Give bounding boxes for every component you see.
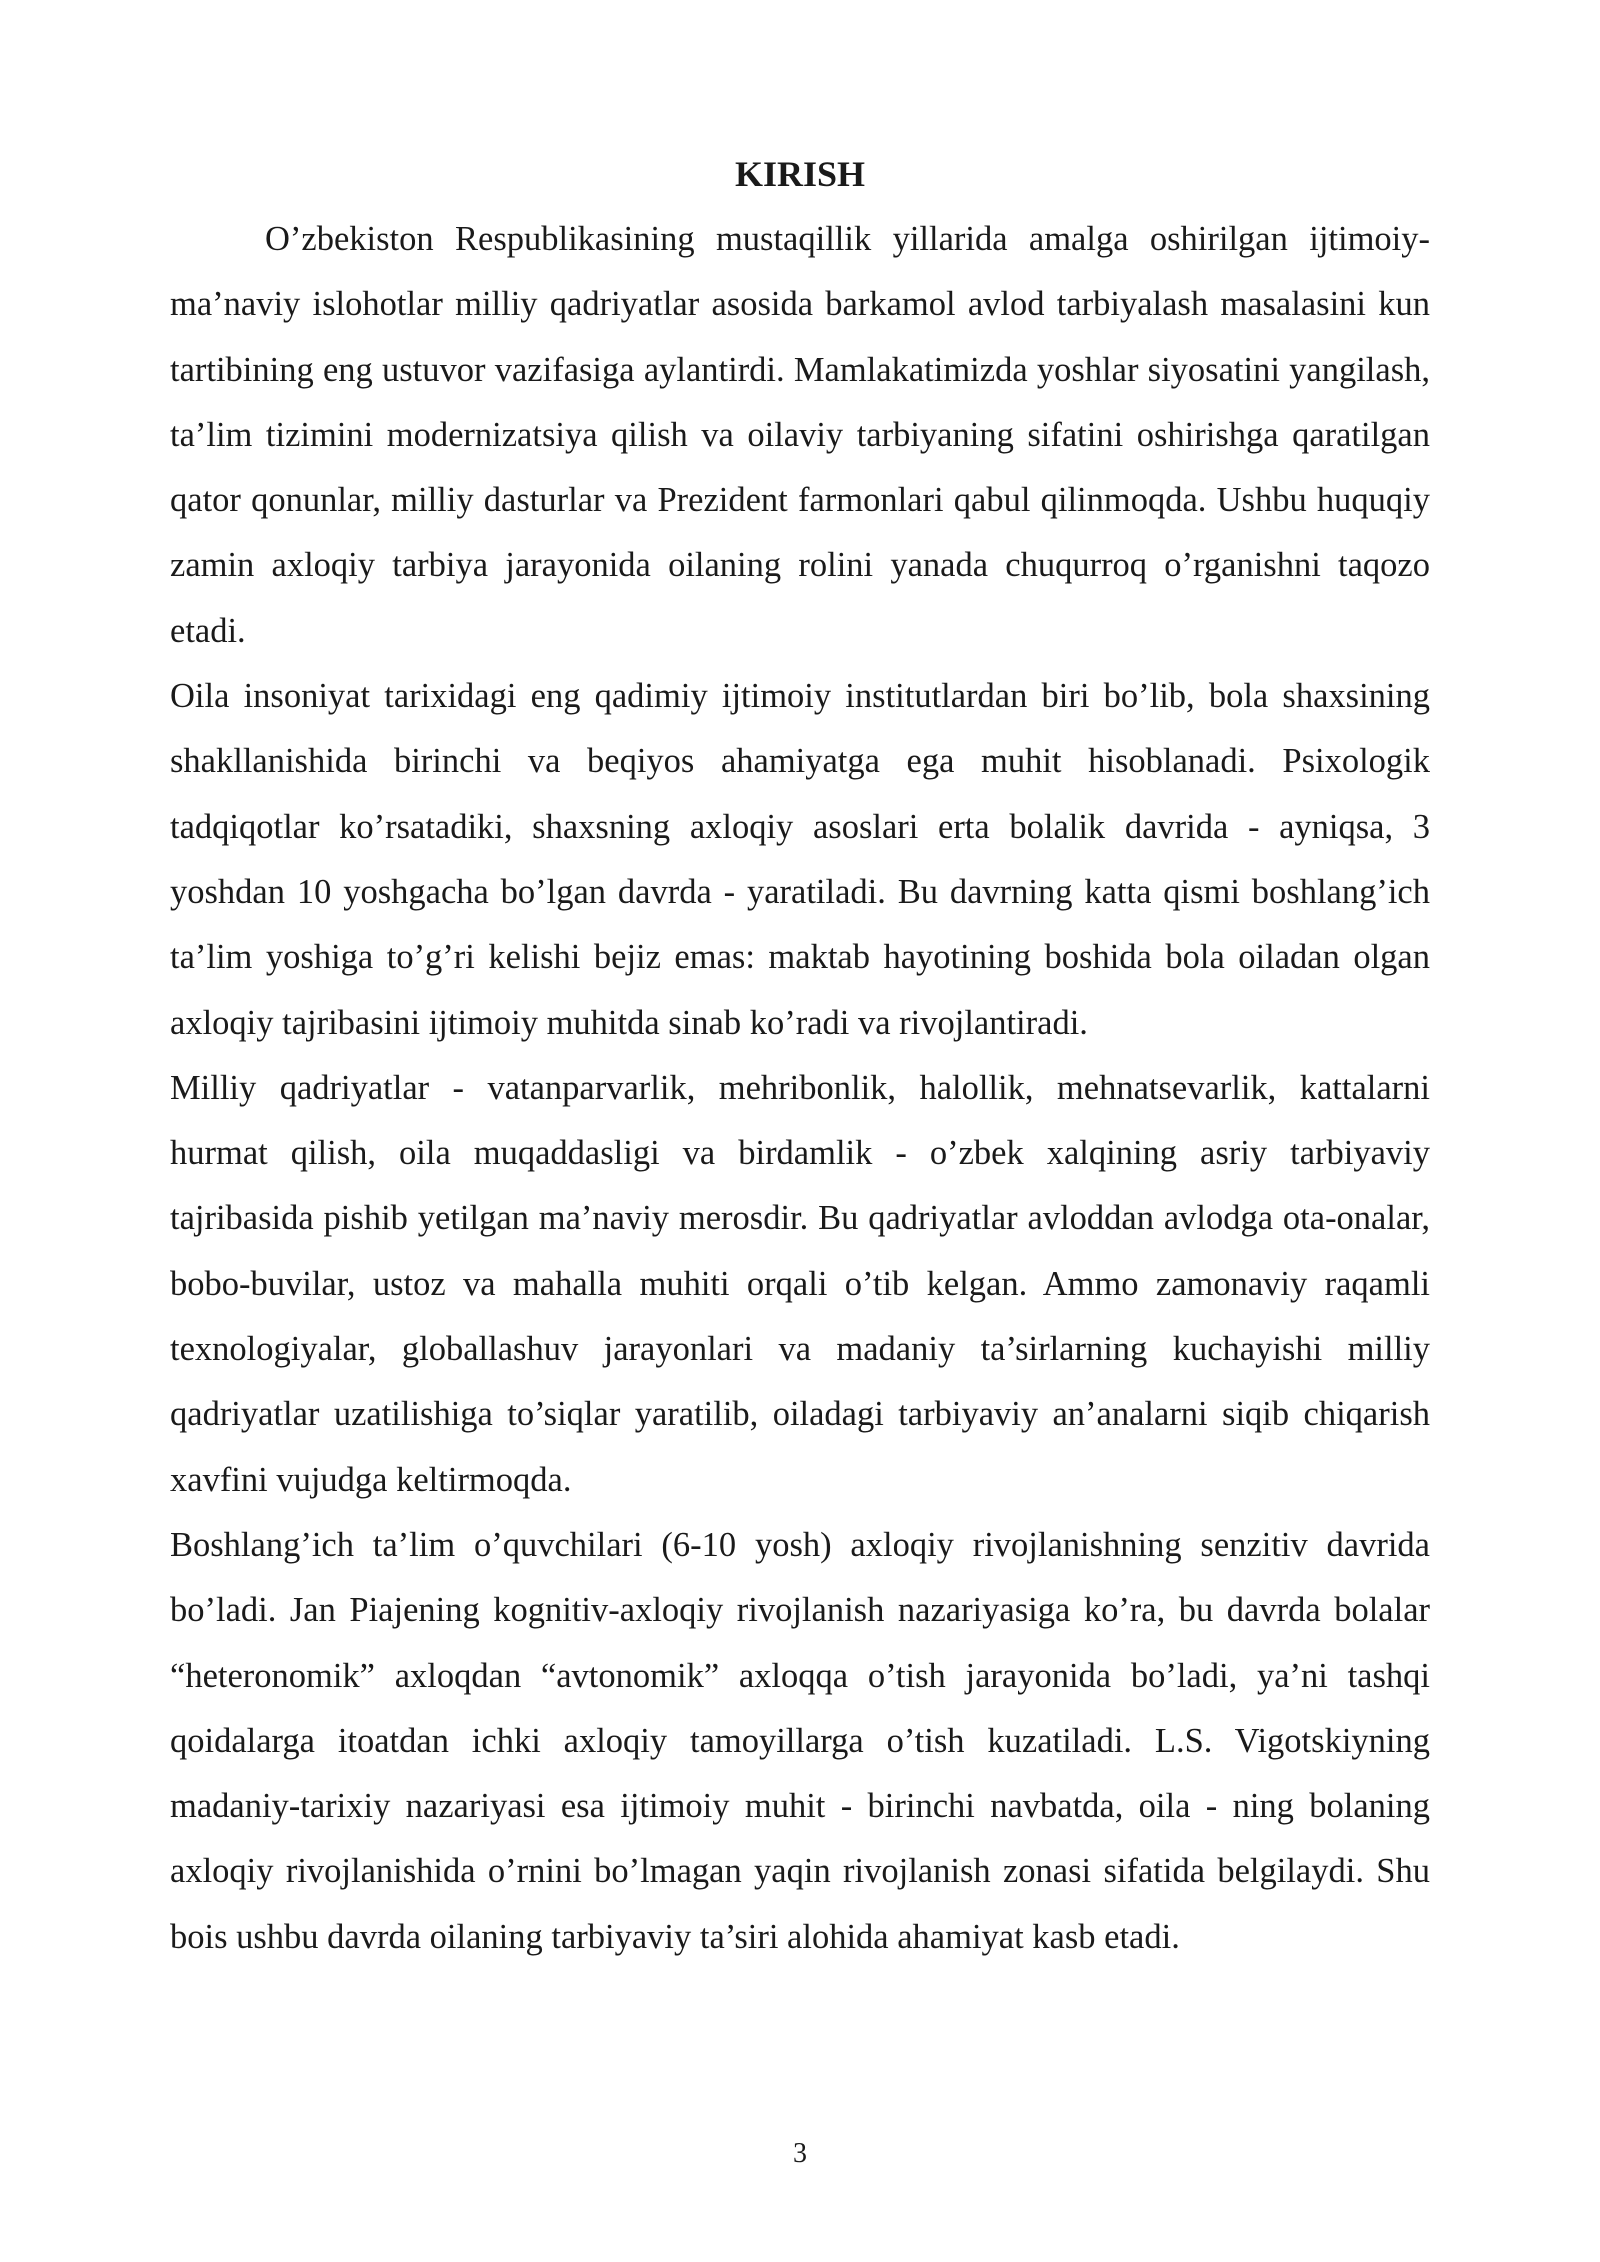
section-title: KIRISH <box>734 154 866 194</box>
paragraph-family: Oila insoniyat tarixidagi eng qadimiy ijtimoiy institutlardan biri bo’lib, bola shaxsining shakllanishida birinchi va beqiyos ahamiyatga ega muhit hisoblanadi. Psixologik tadqiqotlar ko’rsatadiki, shaxsning axloqiy asoslari erta bolalik davrida - ayniqsa, 3 yoshdan 10 yoshgacha bo’lgan davrda - yaratiladi. Bu davrning katta qismi boshlang’ich ta’lim yoshiga to’g’ri kelishi bejiz emas: maktab hayotining boshida bola oiladan olgan axloqiy tajribasini ijtimoiy muhitda sinab ko’radi va rivojlantiradi. <box>170 677 1430 1042</box>
page-number: 3 <box>793 2138 807 2169</box>
paragraph-primary-education: Boshlang’ich ta’lim o’quvchilari (6-10 yosh) axloqiy rivojlanishning senzitiv davrida bo’ladi. Jan Piajening kognitiv-axloqiy rivojlanish nazariyasiga ko’ra, bu davrda bolalar “heteronomik” axloqdan “avtonomik” axloqqa o’tish jarayonida bo’ladi, ya’ni tashqi qoidalarga itoatdan ichki axloqiy tamoyillarga o’tish kuzatiladi. L.S. Vigotskiyning madaniy-tarixiy nazariyasi esa ijtimoiy muhit - birinchi navbatda, oila - ning bolaning axloqiy rivojlanishida o’rnini bo’lmagan yaqin rivojlanish zonasi sifatida belgilaydi. Shu bois ushbu davrda oilaning tarbiyaviy ta’siri alohida ahamiyat kasb etadi. <box>170 1525 1430 1956</box>
document-body <box>170 207 1430 1970</box>
paragraph-national-values: Milliy qadriyatlar - vatanparvarlik, mehribonlik, halollik, mehnatsevarlik, kattalarni hurmat qilish, oila muqaddasligi va birdamlik - o’zbek xalqining asriy tarbiyaviy tajribasida pishib yetilgan ma’naviy merosdir. Bu qadriyatlar avloddan avlodga ota-onalar, bobo-buvilar, ustoz va mahalla muhiti orqali o’tib kelgan. Ammo zamonaviy raqamli texnologiyalar, globallashuv jarayonlari va madaniy ta’sirlarning kuchayishi milliy qadriyatlar uzatilishiga to’siqlar yaratilib, oiladagi tarbiyaviy an’analarni siqib chiqarish xavfini vujudga keltirmoqda. <box>170 1068 1430 1499</box>
paragraph-intro: O’zbekiston Respublikasining mustaqillik yillarida amalga oshirilgan ijtimoiy-ma’naviy islohotlar milliy qadriyatlar asosida barkamol avlod tarbiyalash masalasini kun tartibining eng ustuvor vazifasiga aylantirdi. Mamlakatimizda yoshlar siyosatini yangilash, ta’lim tizimini modernizatsiya qilish va oilaviy tarbiyaning sifatini oshirishga qaratilgan qator qonunlar, milliy dasturlar va Prezident farmonlari qabul qilinmoqda. Ushbu huquqiy zamin axloqiy tarbiya jarayonida oilaning rolini yanada chuqurroq o’rganishni taqozo etadi. <box>170 220 1430 650</box>
